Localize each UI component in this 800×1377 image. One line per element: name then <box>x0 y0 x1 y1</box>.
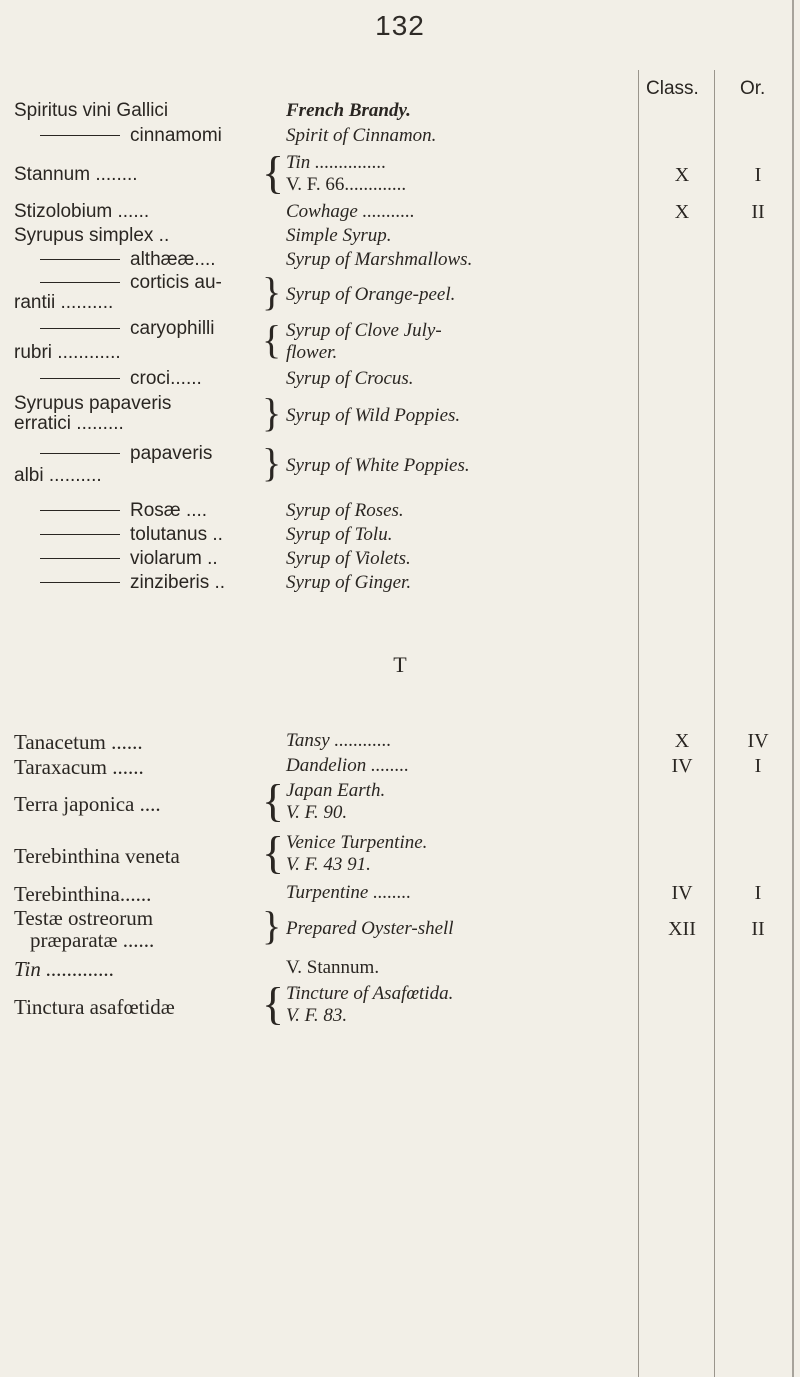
brace: } <box>262 440 282 485</box>
english-name: Syrup of Orange-peel. <box>286 284 456 305</box>
ditto-dash <box>40 558 120 559</box>
class-value: X <box>674 164 690 186</box>
brace: } <box>262 269 282 314</box>
latin-name-cont: rantii .......... <box>14 292 114 313</box>
english-name: Tincture of Asafœtida. <box>286 983 454 1004</box>
section-letter: T <box>393 652 407 677</box>
latin-name: zinziberis .. <box>40 572 225 594</box>
order-value: II <box>751 201 765 223</box>
latin-name: Terra japonica .... <box>14 792 161 816</box>
class-value: IV <box>671 755 693 777</box>
latin-name-cont: rubri ............ <box>14 342 121 363</box>
latin-name-cont: præparatæ ...... <box>30 928 155 952</box>
latin-name-cont: albi .......... <box>14 465 102 486</box>
latin-name: Rosæ .... <box>40 500 207 522</box>
latin-name: caryophilli <box>40 318 214 340</box>
page-edge-rule <box>792 0 794 1377</box>
latin-name: cinnamomi <box>40 125 222 147</box>
latin-name-cont: erratici ......... <box>14 413 124 434</box>
english-name: Venice Turpentine. <box>286 832 428 853</box>
order-value: II <box>751 918 765 940</box>
ditto-dash <box>40 582 120 583</box>
english-name: Turpentine ........ <box>286 882 412 903</box>
english-name: Syrup of Roses. <box>286 500 404 521</box>
english-name: Cowhage ........... <box>286 201 415 222</box>
english-name: Syrup of Tolu. <box>286 524 393 545</box>
ditto-dash <box>40 259 120 260</box>
latin-name: papaveris <box>40 443 212 465</box>
order-column-header: Or. <box>740 78 766 99</box>
class-value: X <box>674 201 690 223</box>
english-name-note: V. F. 43 91. <box>286 854 371 875</box>
english-name-note: V. F. 90. <box>286 802 348 823</box>
english-name: Syrup of Crocus. <box>286 368 414 389</box>
english-name: Syrup of White Poppies. <box>286 455 470 476</box>
column-divider <box>638 70 639 1377</box>
class-value: X <box>674 730 690 752</box>
order-value: I <box>754 882 762 904</box>
latin-name: Taraxacum ...... <box>14 755 144 779</box>
latin-name: Spiritus vini Gallici <box>14 100 169 121</box>
english-name: Syrup of Wild Poppies. <box>286 405 461 426</box>
latin-name: tolutanus .. <box>40 524 223 546</box>
ditto-dash <box>40 135 120 136</box>
latin-name: Syrupus papaveris <box>14 393 172 414</box>
latin-name: Tanacetum ...... <box>14 730 143 754</box>
ditto-dash <box>40 282 120 283</box>
ditto-dash <box>40 328 120 329</box>
latin-name: violarum .. <box>40 548 218 570</box>
ditto-dash <box>40 453 120 454</box>
english-name: Tansy ............ <box>286 730 392 751</box>
latin-name: althææ.... <box>40 249 216 271</box>
english-name: Syrup of Ginger. <box>286 572 412 593</box>
brace: } <box>262 903 282 948</box>
ditto-dash <box>40 510 120 511</box>
english-name: Prepared Oyster-shell <box>286 918 454 939</box>
english-name: French Brandy. <box>286 100 411 121</box>
order-value: I <box>754 164 762 186</box>
column-divider <box>714 70 715 1377</box>
english-name: Syrup of Clove July- <box>286 320 442 341</box>
latin-name: Testæ ostreorum <box>14 906 154 930</box>
brace: { <box>262 827 285 878</box>
latin-name: croci...... <box>40 368 202 390</box>
class-value: XII <box>668 918 696 940</box>
ditto-dash <box>40 378 120 379</box>
ditto-dash <box>40 534 120 535</box>
english-name: Tin ............... <box>286 152 387 173</box>
latin-name: corticis au- <box>40 272 222 294</box>
class-value: IV <box>671 882 693 904</box>
english-name: Dandelion ........ <box>286 755 409 776</box>
brace: { <box>262 978 285 1029</box>
english-name: Syrup of Violets. <box>286 548 411 569</box>
brace: { <box>262 317 282 362</box>
order-value: I <box>754 755 762 777</box>
latin-name: Terebinthina veneta <box>14 844 180 868</box>
page-number: 132 <box>375 10 425 41</box>
english-name: Spirit of Cinnamon. <box>286 125 437 146</box>
english-name-note: V. F. 83. <box>286 1005 348 1026</box>
english-name: Syrup of Marshmallows. <box>286 249 473 270</box>
english-name: V. Stannum. <box>286 957 380 978</box>
latin-name: Tinctura asafœtidæ <box>14 995 175 1019</box>
english-name-note: V. F. 66............. <box>286 174 407 195</box>
brace: { <box>262 775 285 826</box>
class-column-header: Class. <box>646 78 699 99</box>
english-name-cont: flower. <box>286 342 338 363</box>
brace: { <box>262 147 285 198</box>
order-value: IV <box>747 730 769 752</box>
latin-name: Terebinthina...... <box>14 882 152 906</box>
latin-name: Stizolobium ...... <box>14 201 150 222</box>
latin-name: Tin ............. <box>14 957 115 981</box>
english-name: Simple Syrup. <box>286 225 392 246</box>
brace: } <box>262 390 282 435</box>
latin-name: Stannum ........ <box>14 164 138 185</box>
english-name: Japan Earth. <box>286 780 386 801</box>
latin-name: Syrupus simplex .. <box>14 225 170 246</box>
